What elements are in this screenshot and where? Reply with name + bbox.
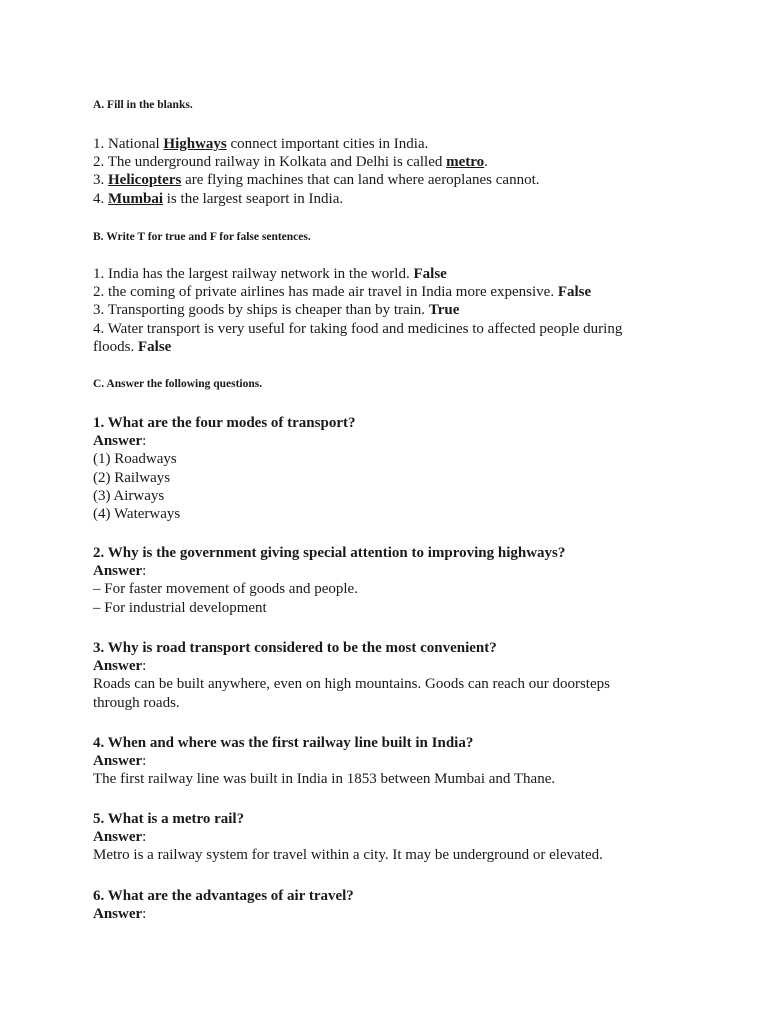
answer-line: (4) Waterways xyxy=(93,506,181,523)
item-text: 4. Water transport is very useful for taking food and medicines to affected people during floods. xyxy=(93,320,623,355)
fill-blank-item xyxy=(93,153,693,171)
question-block-5 xyxy=(93,810,693,865)
question-block-3 xyxy=(93,639,693,712)
section-c xyxy=(93,377,693,391)
answer-label-text: Answer xyxy=(93,753,143,770)
answer-line: – For faster movement of goods and people. xyxy=(93,581,358,598)
blank-answer: Helicopters xyxy=(108,172,182,189)
question-block-6 xyxy=(93,887,693,923)
item-text: is the largest seaport in India. xyxy=(163,190,344,207)
item-text: 1. National xyxy=(93,136,164,152)
answer-line: (1) Roadways xyxy=(93,451,177,468)
answer-line: The first railway line was built in India in 1853 between Mumbai and Thane. xyxy=(93,771,556,788)
item-text: 1. India has the largest railway network in the world. xyxy=(93,266,414,282)
question-block-2 xyxy=(93,544,693,617)
answer-label xyxy=(93,657,693,675)
section-b-heading: B. Write T for true and F for false sentences. xyxy=(93,231,311,243)
answer-colon: : xyxy=(142,753,147,770)
answer-colon: : xyxy=(142,563,147,580)
blank-answer: Mumbai xyxy=(108,190,164,207)
question-text: 4. When and where was the first railway line built in India? xyxy=(93,735,474,751)
item-text: . xyxy=(484,154,488,171)
answer-label xyxy=(93,905,693,923)
answer-colon: : xyxy=(142,433,147,450)
item-text: connect important cities in India. xyxy=(226,136,429,152)
answer-label xyxy=(93,432,693,450)
true-false-item xyxy=(93,265,653,283)
item-text: 2. the coming of private airlines has made air travel in India more expensive. xyxy=(93,284,558,301)
item-text: 4. xyxy=(93,190,108,207)
question-text: 2. Why is the government giving special attention to improving highways? xyxy=(93,545,566,561)
true-false-item xyxy=(93,320,653,356)
answer-colon: : xyxy=(142,658,147,675)
blank-answer: Highways xyxy=(163,136,227,152)
question-text: 1. What are the four modes of transport? xyxy=(93,415,356,431)
answer-line: Metro is a railway system for travel within a city. It may be underground or elevated. xyxy=(93,847,603,864)
answer-label xyxy=(93,752,693,770)
question-text: 5. What is a metro rail? xyxy=(93,811,245,827)
item-text: 2. The underground railway in Kolkata and Delhi is called xyxy=(93,154,447,171)
answer-label xyxy=(93,562,693,580)
item-text: 3. xyxy=(93,172,108,189)
section-a xyxy=(93,98,693,112)
answer-label-text: Answer xyxy=(93,563,143,580)
section-a-heading: A. Fill in the blanks. xyxy=(93,99,193,111)
answer-label-text: Answer xyxy=(93,433,143,450)
blank-answer: metro xyxy=(446,154,485,171)
answer-line: – For industrial development xyxy=(93,599,267,616)
true-false-item xyxy=(93,283,653,301)
tf-answer: False xyxy=(138,338,172,355)
question-block-1 xyxy=(93,414,693,523)
answer-label-text: Answer xyxy=(93,829,143,846)
section-c-heading: C. Answer the following questions. xyxy=(93,378,263,390)
true-false-item xyxy=(93,301,653,319)
section-a-items xyxy=(93,135,693,208)
item-text: 3. Transporting goods by ships is cheaper than by train. xyxy=(93,302,429,319)
item-text: are flying machines that can land where aeroplanes cannot. xyxy=(181,172,540,189)
fill-blank-item xyxy=(93,171,693,189)
question-text: 6. What are the advantages of air travel? xyxy=(93,888,354,904)
answer-label xyxy=(93,828,693,846)
question-text: 3. Why is road transport considered to be the most convenient? xyxy=(93,640,497,656)
question-block-4 xyxy=(93,734,693,789)
fill-blank-item xyxy=(93,135,693,153)
answer-line: (2) Railways xyxy=(93,469,171,486)
answer-colon: : xyxy=(142,906,147,923)
tf-answer: True xyxy=(428,302,460,319)
answer-label-text: Answer xyxy=(93,906,143,923)
tf-answer: False xyxy=(557,284,592,301)
fill-blank-item xyxy=(93,190,693,208)
section-b xyxy=(93,230,693,244)
answer-line: through roads. xyxy=(93,694,180,711)
tf-answer: False xyxy=(413,266,447,282)
answer-line: Roads can be built anywhere, even on high mountains. Goods can reach our doorsteps xyxy=(93,676,610,693)
answer-label-text: Answer xyxy=(93,658,143,675)
answer-line: (3) Airways xyxy=(93,487,165,504)
section-b-items xyxy=(93,265,653,356)
answer-colon: : xyxy=(142,829,147,846)
